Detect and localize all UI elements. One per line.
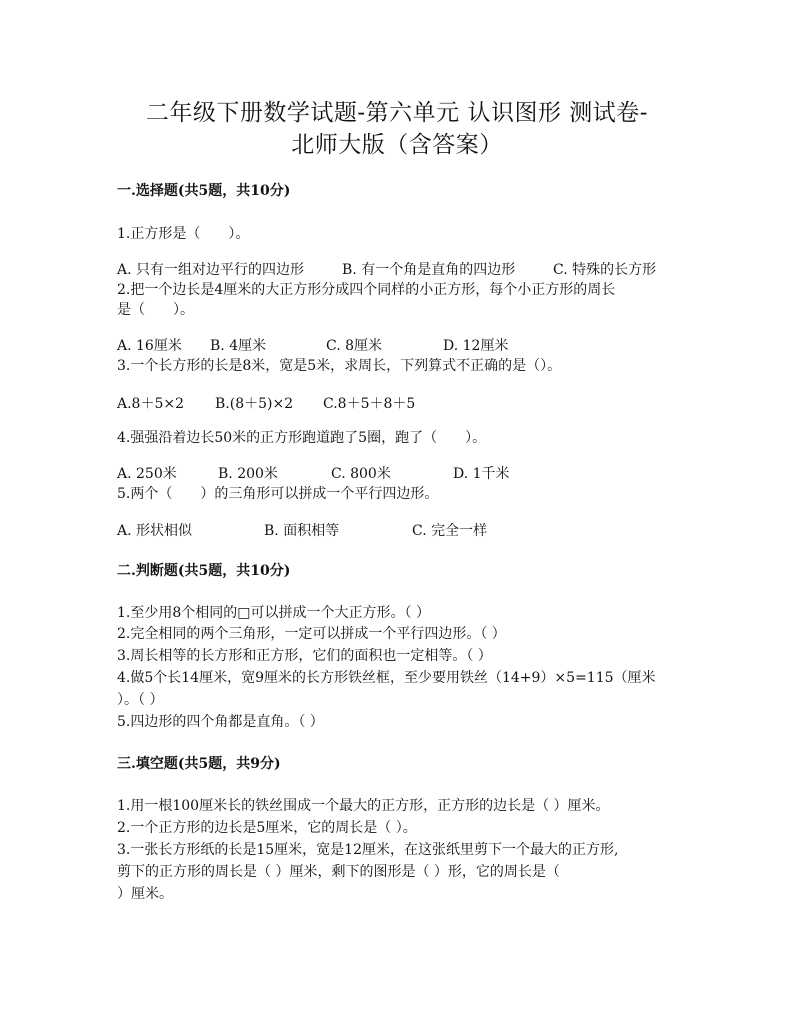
option-1-1-b: B. 有一个角是直角的四边形: [342, 262, 516, 278]
option-1-5-b: B. 面积相等: [264, 523, 340, 539]
option-1-3-a: A.8＋5×2: [117, 396, 185, 412]
question-2-1: 1.至少用8个相同的□可以拼成一个大正方形。（ ）: [117, 605, 430, 621]
section-heading-choice: 一.选择题(共5题，共10分): [117, 183, 291, 199]
question-3-1: 1.用一根100厘米长的铁丝围成一个最大的正方形，正方形的边长是（ ）厘米。: [117, 798, 610, 814]
option-1-2-a: A. 16厘米: [117, 338, 182, 354]
option-1-4-d: D. 1千米: [453, 466, 510, 482]
section-heading-judge: 二.判断题(共5题，共10分): [117, 563, 291, 579]
option-1-3-b: B.(8＋5)×2: [215, 396, 294, 412]
option-1-1-a: A. 只有一组对边平行的四边形: [117, 262, 305, 278]
question-3-3-line-3: ）厘米。: [117, 886, 173, 902]
question-2-4-line-2: ）。（ ）: [117, 692, 164, 708]
option-1-4-c: C. 800米: [331, 466, 391, 482]
option-1-2-b: B. 4厘米: [210, 338, 267, 354]
title-line-1: 二年级下册数学试题-第六单元 认识图形 测试卷-: [145, 100, 649, 126]
option-1-5-a: A. 形状相似: [117, 523, 193, 539]
question-3-2: 2.一个正方形的边长是5厘米，它的周长是（ ）。: [117, 820, 417, 836]
option-1-4-a: A. 250米: [117, 466, 177, 482]
section-heading-fill: 三.填空题(共5题，共9分): [117, 756, 281, 772]
question-1-4: 4.强强沿着边长50米的正方形跑道跑了5圈，跑了（ ）。: [117, 430, 487, 446]
question-3-3-line-2: 剪下的正方形的周长是（ ）厘米，剩下的图形是（ ）形，它的周长是（: [117, 864, 560, 880]
option-1-4-b: B. 200米: [218, 466, 278, 482]
question-2-4-line-1: 4.做5个长14厘米，宽9厘米的长方形铁丝框，至少要用铁丝（14+9）×5=115（厘米: [117, 670, 656, 686]
title-line-2: 北师大版（含答案）: [291, 132, 503, 158]
option-1-5-c: C. 完全一样: [412, 523, 488, 539]
question-2-2: 2.完全相同的两个三角形，一定可以拼成一个平行四边形。（ ）: [117, 626, 506, 642]
question-1-5: 5.两个（ ）的三角形可以拼成一个平行四边形。: [117, 486, 439, 502]
question-1-2-line-2: 是（ ）。: [117, 302, 194, 318]
option-1-3-c: C.8＋5＋8＋5: [323, 396, 416, 412]
question-2-3: 3.周长相等的长方形和正方形，它们的面积也一定相等。（ ）: [117, 648, 492, 664]
question-1-2-line-1: 2.把一个边长是4厘米的大正方形分成四个同样的小正方形，每个小正方形的周长: [117, 282, 616, 298]
question-2-5: 5.四边形的四个角都是直角。（ ）: [117, 714, 324, 730]
option-1-2-c: C. 8厘米: [326, 338, 383, 354]
question-1-1: 1.正方形是（ ）。: [117, 226, 250, 242]
option-1-1-c: C. 特殊的长方形: [553, 262, 657, 278]
question-1-3: 3.一个长方形的长是8米，宽是5米，求周长，下列算式不正确的是（）。: [117, 358, 562, 374]
question-3-3-line-1: 3.一张长方形纸的长是15厘米，宽是12厘米，在这张纸里剪下一个最大的正方形,: [117, 842, 619, 858]
option-1-2-d: D. 12厘米: [443, 338, 509, 354]
